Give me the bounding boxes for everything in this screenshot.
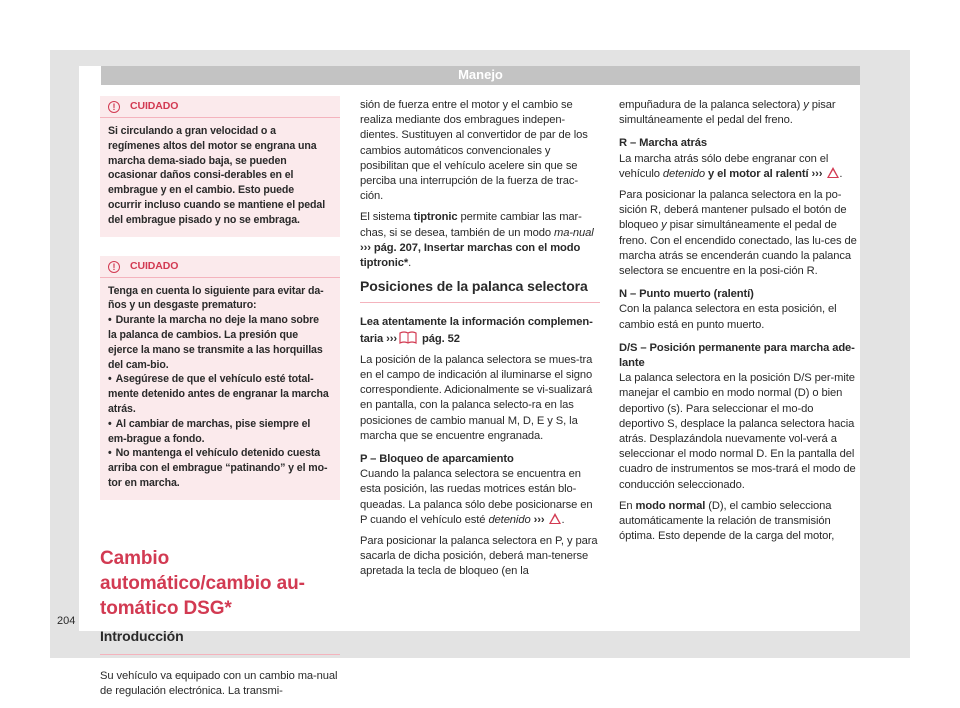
caution-intro: Tenga en cuenta lo siguiente para evitar da-ños y un desgaste prematuro:	[108, 284, 324, 312]
term-heading-n: N – Punto muerto (ralentí)	[619, 288, 754, 301]
text-run-italic: ma-nual	[553, 226, 594, 239]
paragraph: La posición de la palanca selectora se mues-tra en el campo de indicación al iluminarse el signo correspondiente. Adicionalmente se vi-sualizará en pantalla, con la palanca selecto-ra en las posiciones de cambio manual M, D, E y S, la marcha que se encuentre engranada.	[360, 353, 593, 442]
page-header-title: Manejo	[458, 67, 503, 82]
column-right	[619, 98, 859, 550]
text-run-italic: y	[661, 219, 667, 232]
text-run: Lea atentamente la información complemen-taria ›››	[360, 316, 593, 345]
section-title-intro: Introducción	[100, 629, 340, 655]
paragraph: sión de fuerza entre el motor y el cambio se realiza mediante dos embragues indepen-dientes. Sustituyen al convertidor de par de los cambios automáticos convencionales y posibilitan que el vehículo acelere sin que se perciba una interrupción de la fuerza de trac-ción.	[360, 99, 588, 203]
caution-bullet: • No mantenga el vehículo detenido cuesta arriba con el embrague “patinando” y el mo-tor en marcha.	[108, 446, 330, 490]
warning-triangle-icon[interactable]	[827, 167, 839, 178]
term-heading-ds: D/S – Posición permanente para marcha ade-lante	[619, 341, 855, 370]
text-run: Cuando la palanca selectora se encuentra en esta posición, las ruedas motrices están blo-queadas. La palanca sólo debe posicionarse en P cuando el vehículo esté	[360, 468, 593, 526]
text-run: Para posicionar la palanca selectora en la po-sición R, deberá mantener pulsado el botón de bloqueo	[619, 189, 847, 232]
paragraph-ds-position: La palanca selectora en la posición D/S per-mite manejar el cambio en modo normal (D) o bien deportivo (s). Para seleccionar el mo-do deportivo S, desplace la palanca selectora hacia atrás. Desplazándola nuevamente vol-verá a seleccionar el modo normal D. En la pantalla del cuadro de instrumentos se mos-trará el modo de conducción seleccionado.	[619, 372, 856, 491]
page-number: 204	[57, 615, 76, 627]
arrow-reference[interactable]: y el motor al ralentí ›››	[705, 167, 826, 180]
text-run: (D), el cambio selecciona automáticamente la relación de transmisión óptima. Esto depende de la carga del motor,	[619, 499, 835, 543]
chapter-title	[100, 546, 340, 621]
book-reference-icon[interactable]	[399, 331, 417, 344]
text-run-italic: detenido	[662, 167, 706, 180]
text-run: .	[839, 167, 843, 180]
paragraph-tiptronic	[360, 210, 600, 271]
chapter-title-line: Cambio automático/cambio au-	[100, 547, 305, 594]
caution-box-2	[100, 256, 340, 500]
caution-icon: !	[108, 261, 120, 273]
text-run: .	[408, 257, 412, 270]
caution-bullet: • Durante la marcha no deje la mano sobre la palanca de cambios. La presión que ejerce la mano se transmite a las horquillas del cam-bio.	[108, 313, 330, 372]
caution-icon: !	[108, 101, 120, 113]
caution-box-header	[100, 96, 340, 118]
page-header	[101, 66, 860, 85]
text-run: .	[561, 513, 565, 526]
caution-box-1	[100, 96, 340, 237]
paragraph-r-position	[619, 152, 859, 182]
cross-reference-link[interactable]: ››› pág. 207, Insertar marchas con el modo tiptronic*	[360, 241, 581, 270]
text-run: pisar simultáneamente el pedal de freno. Con el encendido conectado, las lu-ces de marcha atrás se encenderán cuando la palanca selectora se encuentre en la posi-ción R.	[619, 219, 857, 278]
caution-box-header	[100, 256, 340, 278]
paragraph-n-position: Con la palanca selectora en esta posición, el cambio está en punto muerto.	[619, 303, 837, 331]
text-run: pisar simultáneamente el pedal del freno.	[619, 99, 836, 127]
text-run: permite cambiar las mar-chas, si se desea, también de un modo	[360, 211, 582, 239]
caution-bullet: • Al cambiar de marchas, pise siempre el em-brague a fondo.	[108, 417, 330, 447]
reference-note	[360, 315, 600, 346]
paragraph	[619, 98, 859, 128]
caution-text: Si circulando a gran velocidad o a regímenes altos del motor se engrana una marcha dema-siado baja, se pueden ocasionar daños consi-derables en el embrague y en el cambio. Esto puede ocurrir incluso cuando se mantiene el pedal del embrague pisado y no se embraga.	[108, 125, 326, 226]
chapter-title-line: tomático DSG*	[100, 597, 232, 619]
text-run-bold: modo normal	[635, 499, 706, 512]
term-heading-p: P – Bloqueo de aparcamiento	[360, 453, 514, 466]
paragraph-p-position	[360, 467, 600, 528]
caution-bullet: • Asegúrese de que el vehículo esté total-mente detenido antes de engranar la marcha atrás.	[108, 372, 330, 416]
warning-triangle-icon[interactable]	[549, 513, 561, 524]
caution-label: CUIDADO	[130, 259, 179, 272]
text-run-bold: tiptronic	[413, 211, 458, 224]
term-heading-r: R – Marcha atrás	[619, 137, 707, 150]
page-reference-link[interactable]: pág. 52	[419, 332, 460, 345]
column-left	[100, 96, 340, 705]
arrow-reference[interactable]: ›››	[530, 513, 548, 526]
caution-box-body	[100, 278, 340, 500]
caution-box-body	[100, 118, 340, 237]
section-title-positions: Posiciones de la palanca selectora	[360, 279, 600, 303]
text-run: La marcha atrás sólo debe engranar con el vehículo	[619, 152, 829, 180]
caution-label: CUIDADO	[130, 100, 179, 113]
paragraph-normal-mode	[619, 499, 859, 545]
intro-paragraph: Su vehículo va equipado con un cambio ma-nual de regulación electrónica. La transmi-	[100, 669, 338, 698]
text-run-italic: y	[803, 99, 809, 111]
paragraph	[619, 188, 859, 279]
column-middle	[360, 98, 600, 586]
text-run: El sistema	[360, 211, 414, 224]
text-run: En	[619, 499, 636, 512]
text-run: empuñadura de la palanca selectora)	[619, 99, 804, 111]
paragraph: Para posicionar la palanca selectora en P, y para sacarla de dicha posición, deberá man-tenerse apretada la tecla de bloqueo (en la	[360, 535, 598, 578]
text-run-italic: detenido	[488, 513, 531, 526]
